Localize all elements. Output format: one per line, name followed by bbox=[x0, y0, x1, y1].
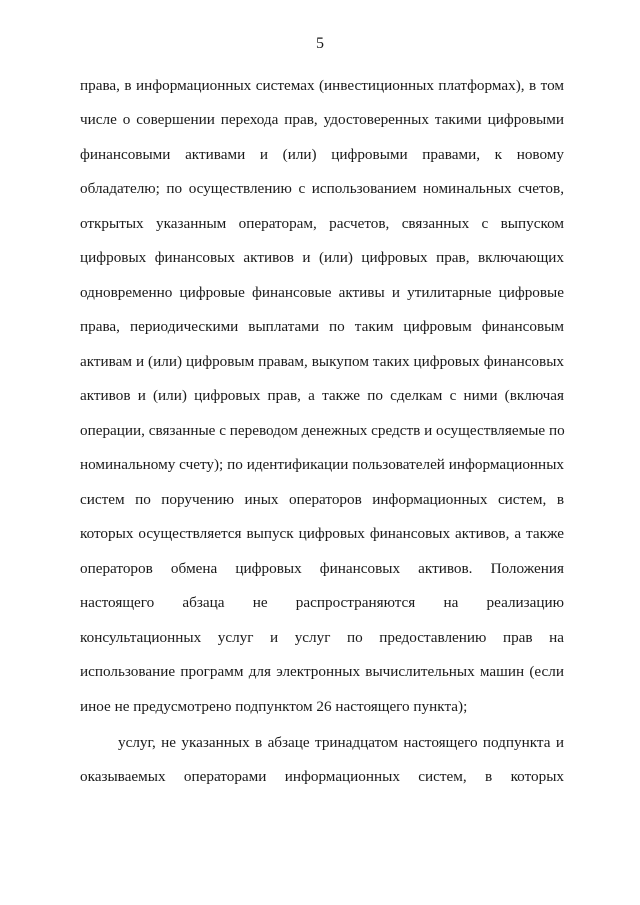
text-line: услуг, не указанных в абзаце тринадцатом настоящего подпункта и bbox=[118, 734, 564, 751]
text-line: одновременно цифровые финансовые активы и утилитарные цифровые bbox=[80, 284, 564, 301]
text-line: которых осуществляется выпуск цифровых финансовых активов, а также bbox=[80, 525, 564, 542]
text-line: права, в информационных системах (инвестиционных платформах), в том bbox=[80, 77, 564, 94]
text-line: числе о совершении перехода прав, удостоверенных такими цифровыми bbox=[80, 111, 564, 128]
text-line: финансовыми активами и (или) цифровыми правами, к новому bbox=[80, 146, 564, 163]
text-line: систем по поручению иных операторов информационных систем, в bbox=[80, 491, 564, 508]
text-line: консультационных услуг и услуг по предоставлению прав на bbox=[80, 629, 564, 646]
text-line: активам и (или) цифровым правам, выкупом таких цифровых финансовых bbox=[80, 353, 564, 370]
text-line: обладателю; по осуществлению с использованием номинальных счетов, bbox=[80, 180, 564, 197]
text-line: настоящего абзаца не распространяются на реализацию bbox=[80, 594, 564, 611]
text-line: операторов обмена цифровых финансовых активов. Положения bbox=[80, 560, 564, 577]
text-line: цифровых финансовых активов и (или) цифровых прав, включающих bbox=[80, 249, 564, 266]
text-line: активов и (или) цифровых прав, а также по сделкам с ними (включая bbox=[80, 387, 564, 404]
text-line: операции, связанные с переводом денежных средств и осуществляемые по bbox=[80, 422, 565, 439]
text-line: использование программ для электронных вычислительных машин (если bbox=[80, 663, 564, 680]
text-line: открытых указанным операторам, расчетов, связанных с выпуском bbox=[80, 215, 564, 232]
page-number: 5 bbox=[316, 35, 324, 52]
text-line: права, периодическими выплатами по таким цифровым финансовым bbox=[80, 318, 564, 335]
text-line: оказываемых операторами информационных систем, в которых bbox=[80, 768, 564, 785]
text-line: иное не предусмотрено подпунктом 26 настоящего пункта); bbox=[80, 698, 468, 715]
text-line: номинальному счету); по идентификации пользователей информационных bbox=[80, 456, 564, 473]
